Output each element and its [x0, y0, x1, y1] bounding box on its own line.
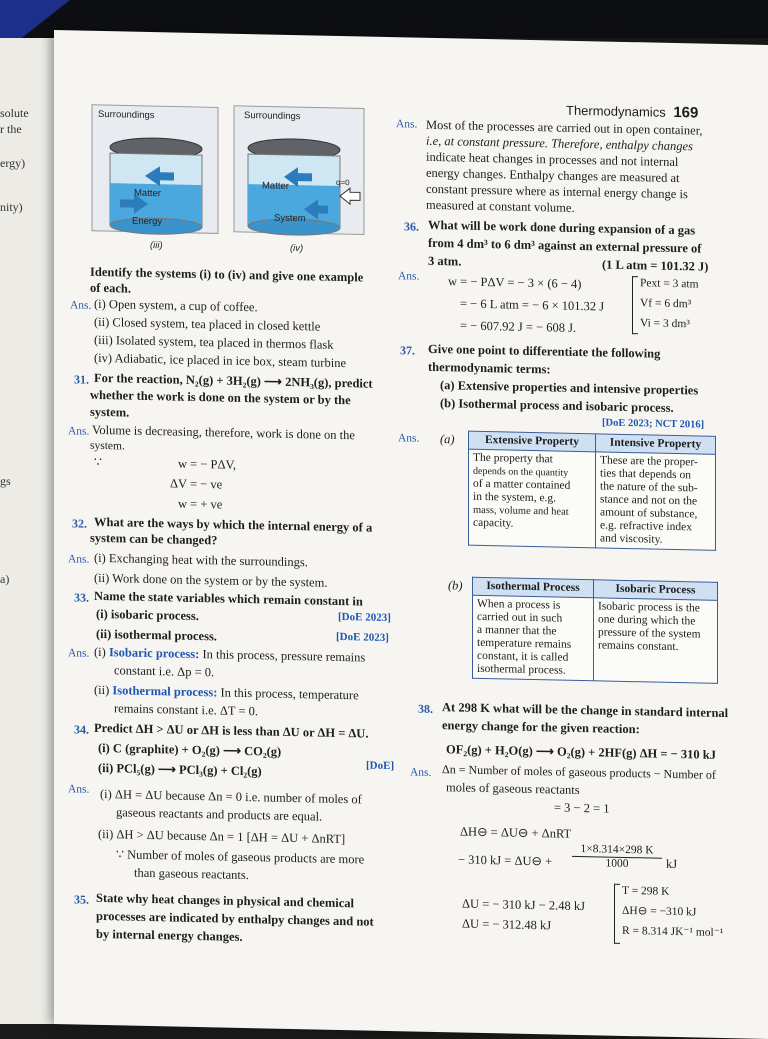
q30-answer: (iv) Adiabatic, ice placed in ice box, steam turbine — [94, 350, 346, 371]
q30-answer: (ii) Closed system, tea placed in closed kettle — [94, 314, 321, 334]
book-page — [54, 30, 768, 1039]
given-value: T = 298 K — [622, 884, 670, 898]
q36-number: 36. — [404, 219, 419, 234]
q34-line3: (ii) PCl₅(g) ⟶ PCl₃(g) + Cl₂(g) — [98, 760, 262, 779]
table-cell: When a process is carried out in such a manner that the temperature remains constant, it is called isothermal process. — [473, 595, 594, 681]
q33-answer: remains constant i.e. ΔT = 0. — [114, 701, 258, 719]
table-cell: Isobaric process is the one during which the pressure of the system remains constant. — [594, 598, 718, 684]
q36-equation: w = − PΔV = − 3 × (6 − 4) — [448, 274, 582, 292]
q34-answer: than gaseous reactants. — [134, 865, 249, 883]
q34-tag: [DoE] — [366, 759, 395, 773]
q35-answer: i.e, at constant pressure. Therefore, enthalpy changes — [426, 133, 693, 154]
q38-number: 38. — [418, 701, 433, 716]
fraction-denominator: 1000 — [605, 857, 629, 871]
q32-answer: (ii) Work done on the system or by the system. — [94, 570, 328, 590]
table-row — [469, 449, 716, 550]
given-value: R = 8.314 JK⁻¹ mol⁻¹ — [622, 924, 724, 940]
matter-label: Matter — [134, 187, 161, 200]
q34-answer: gaseous reactants and products are equal. — [116, 805, 323, 824]
q35-answer: energy changes. Enthalpy changes are measured at — [426, 165, 680, 186]
ans-label: Ans. — [396, 118, 418, 131]
q34-answer: (i) ΔH = ΔU because Δn = 0 i.e. number of moles of — [100, 786, 362, 807]
fraction-numerator: 1×8.314×298 K — [572, 843, 662, 859]
isobaric-definition: In this process, pressure remains — [199, 647, 366, 665]
isothermal-term: Isothermal process: — [112, 683, 218, 700]
prev-page-text: ergy) — [0, 156, 26, 170]
q31-equation: w = + ve — [178, 496, 223, 512]
q37-tag: [DoE 2023; NCT 2016] — [602, 417, 705, 431]
because-symbol: ∵ — [94, 454, 102, 470]
q36-line3: 3 atm. — [428, 253, 462, 269]
prev-page-text: a) — [0, 572, 10, 586]
q31-equation: ΔV = − ve — [170, 476, 223, 492]
q32-answer: (i) Exchanging heat with the surroundings. — [94, 550, 308, 570]
table-header: Isobaric Process — [594, 580, 718, 601]
q31-line2: whether the work is done on the system or by the — [90, 387, 351, 408]
q38-line2: energy change for the given reaction: — [442, 718, 640, 737]
given-brace — [614, 884, 620, 944]
table-row — [473, 595, 718, 683]
q38-equation: − 310 kJ = ΔU⊖ + — [458, 852, 553, 869]
q33-line2: (i) isobaric process. — [96, 606, 199, 624]
q34-answer: ∵ Number of moles of gaseous products are more — [116, 847, 365, 867]
ans-label: Ans. — [398, 432, 420, 445]
q33-line1: Name the state variables which remain constant in — [94, 588, 363, 609]
surroundings-label: Surroundings — [244, 109, 301, 123]
q35-answer: indicate heat changes in processes and not internal — [426, 149, 679, 170]
ans-label: Ans. — [68, 783, 90, 796]
figure-isolated-system — [90, 103, 220, 256]
given-brace — [632, 276, 638, 334]
q35-line1: State why heat changes in physical and chemical — [96, 890, 355, 911]
figure-caption: (iii) — [150, 240, 163, 252]
q30-answer: (i) Open system, a cup of coffee. — [94, 296, 258, 315]
item-prefix: (ii) — [94, 682, 110, 698]
q36-equation: = − 6 L atm = − 6 × 101.32 J — [460, 296, 605, 314]
prev-page-text: gs — [0, 474, 11, 488]
isobaric-term: Isobaric process: — [108, 645, 200, 662]
figure-adiabatic-system — [232, 104, 366, 257]
q36-tag: (1 L atm = 101.32 J) — [602, 257, 709, 274]
isothermal-isobaric-table — [472, 577, 718, 684]
isothermal-definition: In this process, temperature — [217, 685, 359, 703]
q33-answer-isothermal — [94, 683, 359, 704]
q38-equation: ΔU = − 312.48 kJ — [462, 916, 552, 933]
q37-line4: (b) Isothermal process and isobaric process. — [440, 396, 674, 415]
system-label: System — [274, 212, 306, 225]
table-cell: These are the proper- ties that depends on the nature of the sub- stance and not on the amount of substance, e.g. refractive index and viscosity. — [596, 452, 716, 551]
q33-answer-isobaric — [94, 645, 365, 666]
q30-answer: (iii) Isolated system, tea placed in thermos flask — [94, 332, 334, 352]
figure-caption: (iv) — [290, 242, 304, 255]
q32-line2: system can be changed? — [90, 530, 218, 548]
ans-label: Ans. — [398, 270, 420, 283]
q35-answer: Most of the processes are carried out in open container, — [426, 117, 703, 138]
q37-number: 37. — [400, 343, 415, 358]
q37-line3: (a) Extensive properties and intensive properties — [440, 378, 699, 398]
chapter-title: Thermodynamics — [566, 102, 666, 120]
q30-line1: Identify the systems (i) to (iv) and give one example — [90, 264, 364, 285]
q35-line2: processes are indicated by enthalpy changes and not — [96, 908, 374, 929]
q31-equation: w = − PΔV, — [178, 456, 237, 472]
q34-line1: Predict ΔH > ΔU or ΔH is less than ΔU or ΔH = ΔU. — [94, 720, 369, 741]
q30-line2: of each. — [90, 280, 131, 296]
q33-line3: (ii) isothermal process. — [96, 626, 217, 644]
q-zero-label: q=0 — [336, 177, 350, 188]
given-value: Vf = 6 dm³ — [640, 297, 692, 311]
q35-answer: measured at constant volume. — [426, 197, 575, 215]
table-cell: The property that depends on the quantity of a matter contained in the system, e.g. mass, volume and heat capacity. — [469, 449, 596, 548]
q33-tag: [DoE 2023] — [338, 610, 391, 625]
q38-equation: ΔU = − 310 kJ − 2.48 kJ — [462, 896, 585, 914]
q37-line2: thermodynamic terms: — [428, 359, 551, 377]
q32-line1: What are the ways by which the internal energy of a — [94, 514, 373, 535]
q31-number: 31. — [74, 372, 89, 387]
previous-page-edge — [0, 38, 60, 1024]
q31-answer: Volume is decreasing, therefore, work is done on the — [92, 422, 355, 443]
q35-line3: by internal energy changes. — [96, 926, 243, 944]
part-a-label: (a) — [440, 432, 455, 447]
ans-label: Ans. — [68, 647, 90, 660]
given-value: Vi = 3 dm³ — [640, 317, 690, 331]
q38-answer: Δn = Number of moles of gaseous products − Number of — [442, 762, 716, 782]
prev-page-text: solute — [0, 106, 29, 120]
q31-line1: For the reaction, N₂(g) + 3H₂(g) ⟶ 2NH₃(g), predict — [94, 370, 373, 391]
given-value: ΔH⊖ = −310 kJ — [622, 904, 697, 919]
ans-label: Ans. — [68, 425, 90, 438]
given-value: Pext = 3 atm — [640, 277, 699, 291]
fraction — [572, 843, 662, 871]
q31-line3: system. — [90, 404, 130, 420]
q38-answer: moles of gaseous reactants — [446, 780, 580, 798]
q34-line2: (i) C (graphite) + O₂(g) ⟶ CO₂(g) — [98, 740, 282, 759]
energy-label: Energy — [132, 215, 163, 228]
q34-number: 34. — [74, 722, 89, 737]
q36-line1: What will be work done during expansion of a gas — [428, 217, 696, 238]
q36-line2: from 4 dm³ to 6 dm³ against an external pressure of — [428, 235, 702, 256]
running-header — [566, 103, 698, 121]
q37-line1: Give one point to differentiate the following — [428, 341, 661, 361]
table-header: Extensive Property — [469, 431, 596, 452]
table-header: Isothermal Process — [473, 577, 594, 598]
page-number: 169 — [673, 103, 699, 122]
matter-label: Matter — [262, 180, 289, 192]
q38-line1: At 298 K what will be the change in standard internal — [442, 700, 729, 721]
q35-number: 35. — [74, 892, 89, 907]
q32-number: 32. — [72, 516, 87, 531]
item-prefix: (i) — [94, 644, 106, 660]
surroundings-label: Surroundings — [98, 108, 155, 122]
q38-answer: = 3 − 2 = 1 — [554, 800, 610, 816]
extensive-intensive-table — [468, 431, 716, 551]
part-b-label: (b) — [448, 578, 463, 593]
q31-answer: system. — [90, 439, 125, 453]
isolated-system-diagram — [90, 103, 220, 256]
ans-label: Ans. — [410, 766, 432, 779]
q33-tag: [DoE 2023] — [336, 630, 389, 645]
q35-answer: constant pressure where as internal energy change is — [426, 181, 688, 202]
q34-answer: (ii) ΔH > ΔU because Δn = 1 [ΔH = ΔU + ΔnRT] — [98, 826, 346, 847]
q33-answer: constant i.e. Δp = 0. — [114, 663, 215, 680]
ans-label: Ans. — [68, 553, 90, 566]
prev-page-text: nity) — [0, 200, 23, 214]
ans-label: Ans. — [70, 299, 92, 312]
q36-equation: = − 607.92 J = − 608 J. — [460, 318, 577, 335]
q33-number: 33. — [74, 590, 89, 605]
prev-page-text: r the — [0, 122, 22, 136]
q38-reaction: OF₂(g) + H₂O(g) ⟶ O₂(g) + 2HF(g) ΔH = − 310 kJ — [446, 742, 716, 762]
unit: kJ — [666, 856, 678, 872]
q38-equation: ΔH⊖ = ΔU⊖ + ΔnRT — [460, 824, 572, 841]
table-header: Intensive Property — [596, 434, 716, 455]
